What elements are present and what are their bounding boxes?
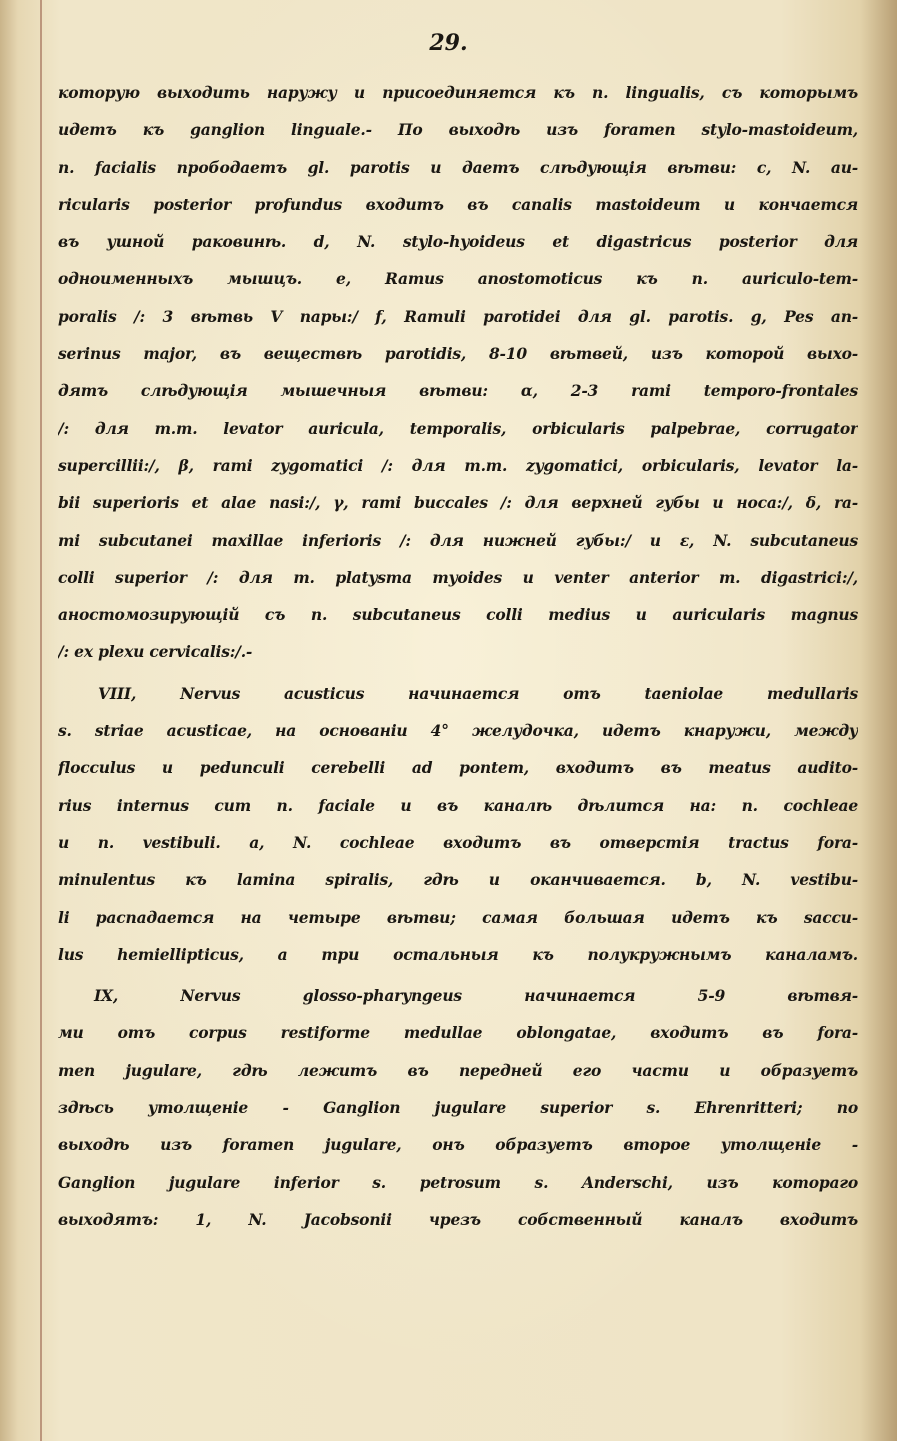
text-line: ми отъ corpus restiforme medullae oblongatae, входитъ въ fora-: [58, 1023, 858, 1043]
text-line: дятъ слѣдующія мышечныя вѣтви: α, 2-3 rami temporo-frontales: [58, 381, 858, 401]
text-line: идетъ къ ganglion linguale.- По выходѣ изъ foramen stylo-mastoideum,: [58, 120, 858, 140]
text-line: которую выходить наружу и присоединяется къ n. lingualis, съ которымъ: [58, 83, 858, 102]
text-line: /: для m.m. levator auricula, temporalis, orbicularis palpebrae, corrugator: [58, 418, 858, 438]
text-line: Ganglion jugulare inferior s. petrosum s. Anderschi, изъ котораго: [58, 1172, 858, 1192]
section-heading-line: IX, Nervus glosso-pharyngeus начинается 5-9 вѣтвя-: [94, 986, 858, 1006]
text-line: выходятъ: 1, N. Jacobsonii чрезъ собственный каналъ входитъ: [58, 1209, 858, 1229]
text-line: serinus major, въ веществѣ parotidis, 8-10 вѣтвей, изъ которой выхо-: [58, 344, 858, 364]
text-line: s. striae acusticae, на основаніи 4° желудочка, идетъ кнаружи, между: [58, 721, 858, 741]
text-line: rius internus cum n. faciale и въ каналѣ дѣлится на: n. cochleae: [58, 795, 858, 815]
page-number: 29.: [429, 30, 468, 56]
text-line: poralis /: 3 вѣтвь V пары:/ f, Ramuli parotidei для gl. parotis. g, Pes an-: [58, 306, 858, 326]
text-line: въ ушной раковинѣ. d, N. stylo-hyoideus et digastricus posterior для: [58, 232, 858, 252]
text-line: lus hemiellipticus, а три остальныя къ полукружнымъ каналамъ.: [58, 944, 858, 964]
text-line: и n. vestibuli. a, N. cochleae входитъ въ отверстія tractus fora-: [58, 832, 858, 852]
margin-rule: [40, 0, 42, 1441]
text-line: mi subcutanei maxillae inferioris /: для нижней губы:/ и ε, N. subcutaneus: [58, 530, 858, 550]
text-line: flocculus и pedunculi cerebelli ad pontem, входитъ въ meatus audito-: [58, 758, 858, 778]
text-line: li распадается на четыре вѣтви; самая большая идетъ къ saccu-: [58, 907, 858, 927]
section-heading-line: VIII, Nervus acusticus начинается отъ taeniolae medullaris: [98, 683, 858, 703]
text-line: supercillii:/, β, rami zygomatici /: для m.m. zygomatici, orbicularis, levator la-: [58, 455, 858, 475]
text-line: colli superior /: для m. platysma myoides и venter anterior m. digastrici:/,: [58, 567, 858, 587]
text-line: здѣсь утолщеніе - Ganglion jugulare superior s. Ehrenritteri; по: [58, 1098, 858, 1118]
text-line: аностомозирующій съ n. subcutaneus colli medius и auricularis magnus: [58, 605, 858, 625]
text-line: minulentus къ lamina spiralis, гдѣ и оканчивается. b, N. vestibu-: [58, 870, 858, 890]
text-line: bii superioris et alae nasi:/, γ, rami buccales /: для верхней губы и носа:/, δ, ra-: [58, 493, 858, 513]
text-line: выходѣ изъ foramen jugulare, онъ образуетъ второе утолщеніе -: [58, 1135, 858, 1155]
manuscript-text: [58, 74, 858, 1238]
text-line: /: ex plexu cervicalis:/.-: [58, 642, 253, 662]
text-line: ricularis posterior profundus входитъ въ canalis mastoideum и кончается: [58, 194, 858, 214]
text-line: n. facialis прободаетъ gl. parotis и даетъ слѣдующія вѣтви: с, N. au-: [58, 157, 858, 177]
text-line: men jugulare, гдѣ лежитъ въ передней его части и образуетъ: [58, 1060, 858, 1080]
text-line: одноименныхъ мышцъ. e, Ramus anostomoticus къ n. auriculo-tem-: [58, 269, 858, 289]
